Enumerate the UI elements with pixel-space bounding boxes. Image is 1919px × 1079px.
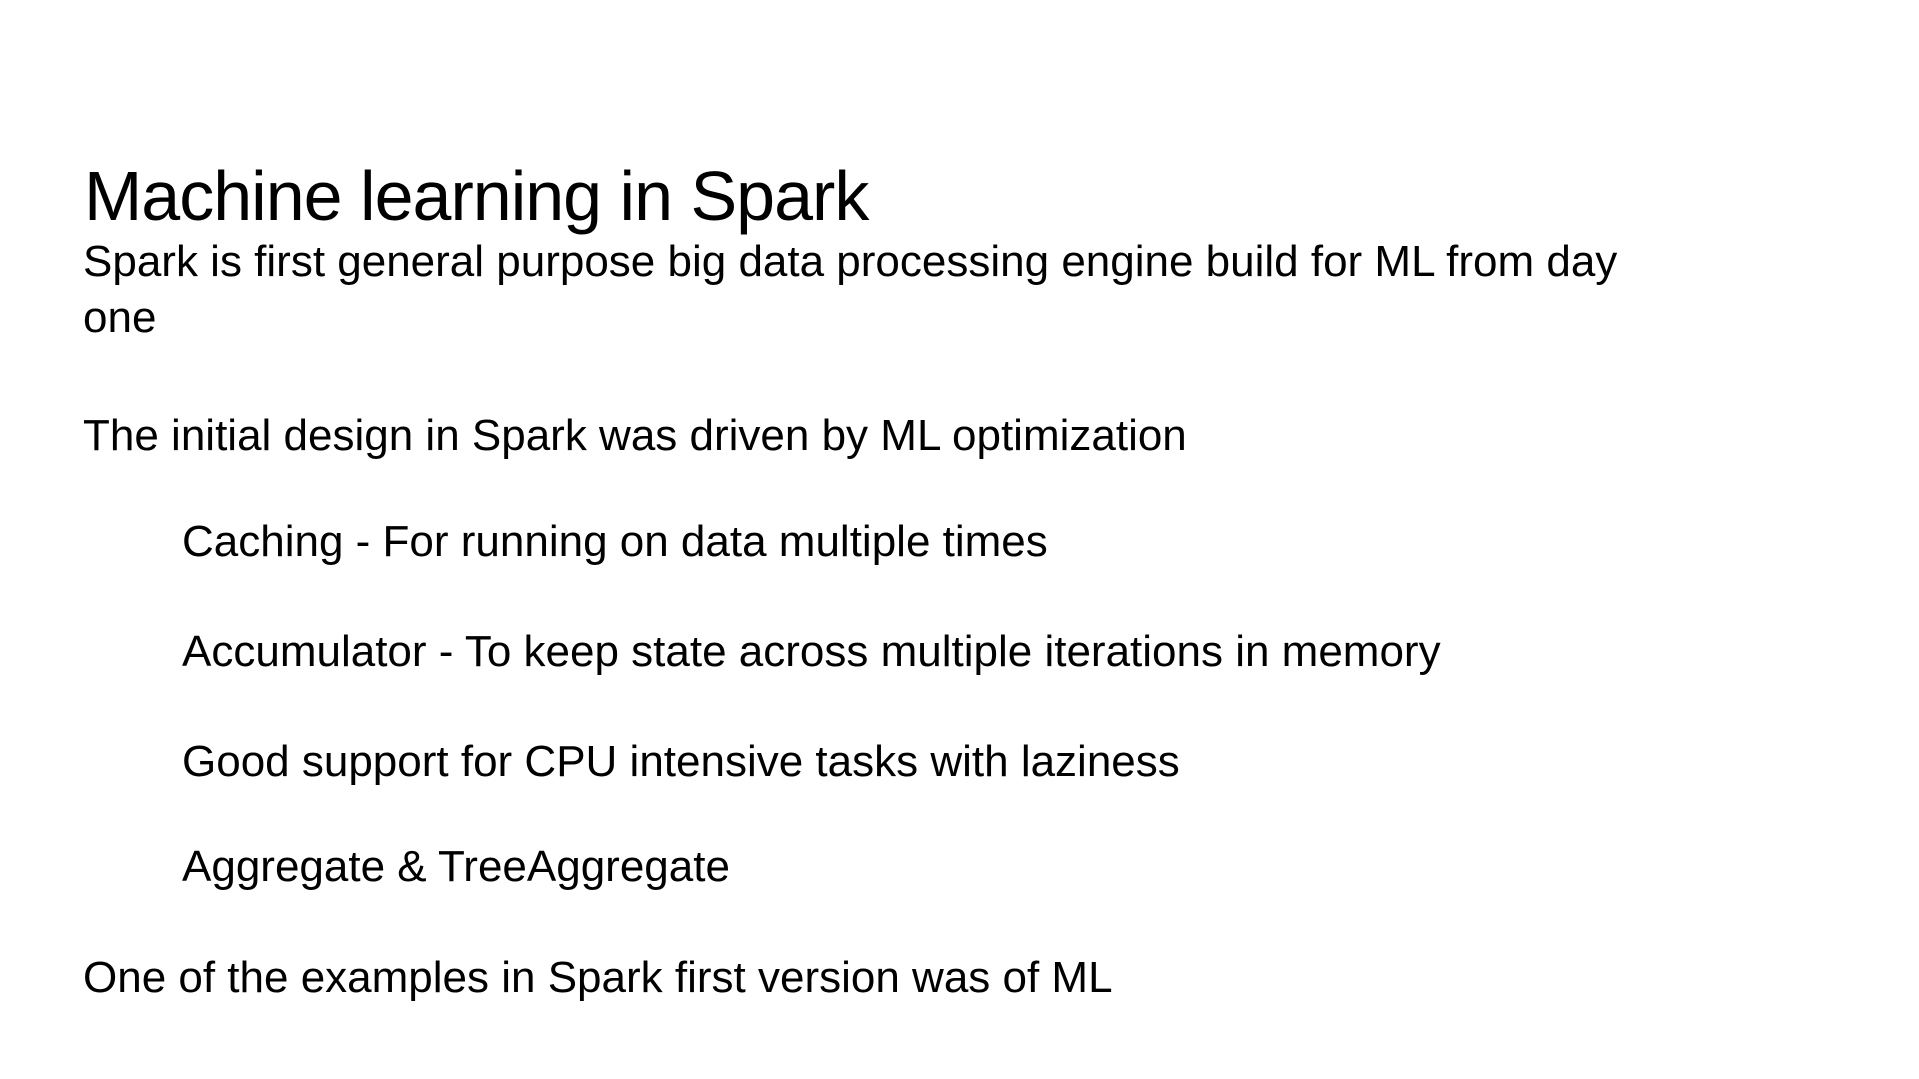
- sub-item-cpu-support: Good support for CPU intensive tasks with laziness: [182, 737, 1180, 786]
- paragraph-intro-line-2: one: [83, 293, 157, 342]
- paragraph-intro-line-1: Spark is first general purpose big data processing engine build for ML from day: [83, 237, 1618, 286]
- sub-item-caching: Caching - For running on data multiple times: [182, 517, 1048, 566]
- slide-title: Machine learning in Spark: [84, 156, 869, 235]
- paragraph-initial-design: The initial design in Spark was driven by ML optimization: [83, 411, 1187, 460]
- sub-item-aggregate: Aggregate & TreeAggregate: [182, 842, 730, 891]
- sub-item-accumulator: Accumulator - To keep state across multiple iterations in memory: [182, 627, 1441, 676]
- paragraph-intro: [83, 234, 1617, 346]
- paragraph-examples: One of the examples in Spark first version was of ML: [83, 953, 1113, 1002]
